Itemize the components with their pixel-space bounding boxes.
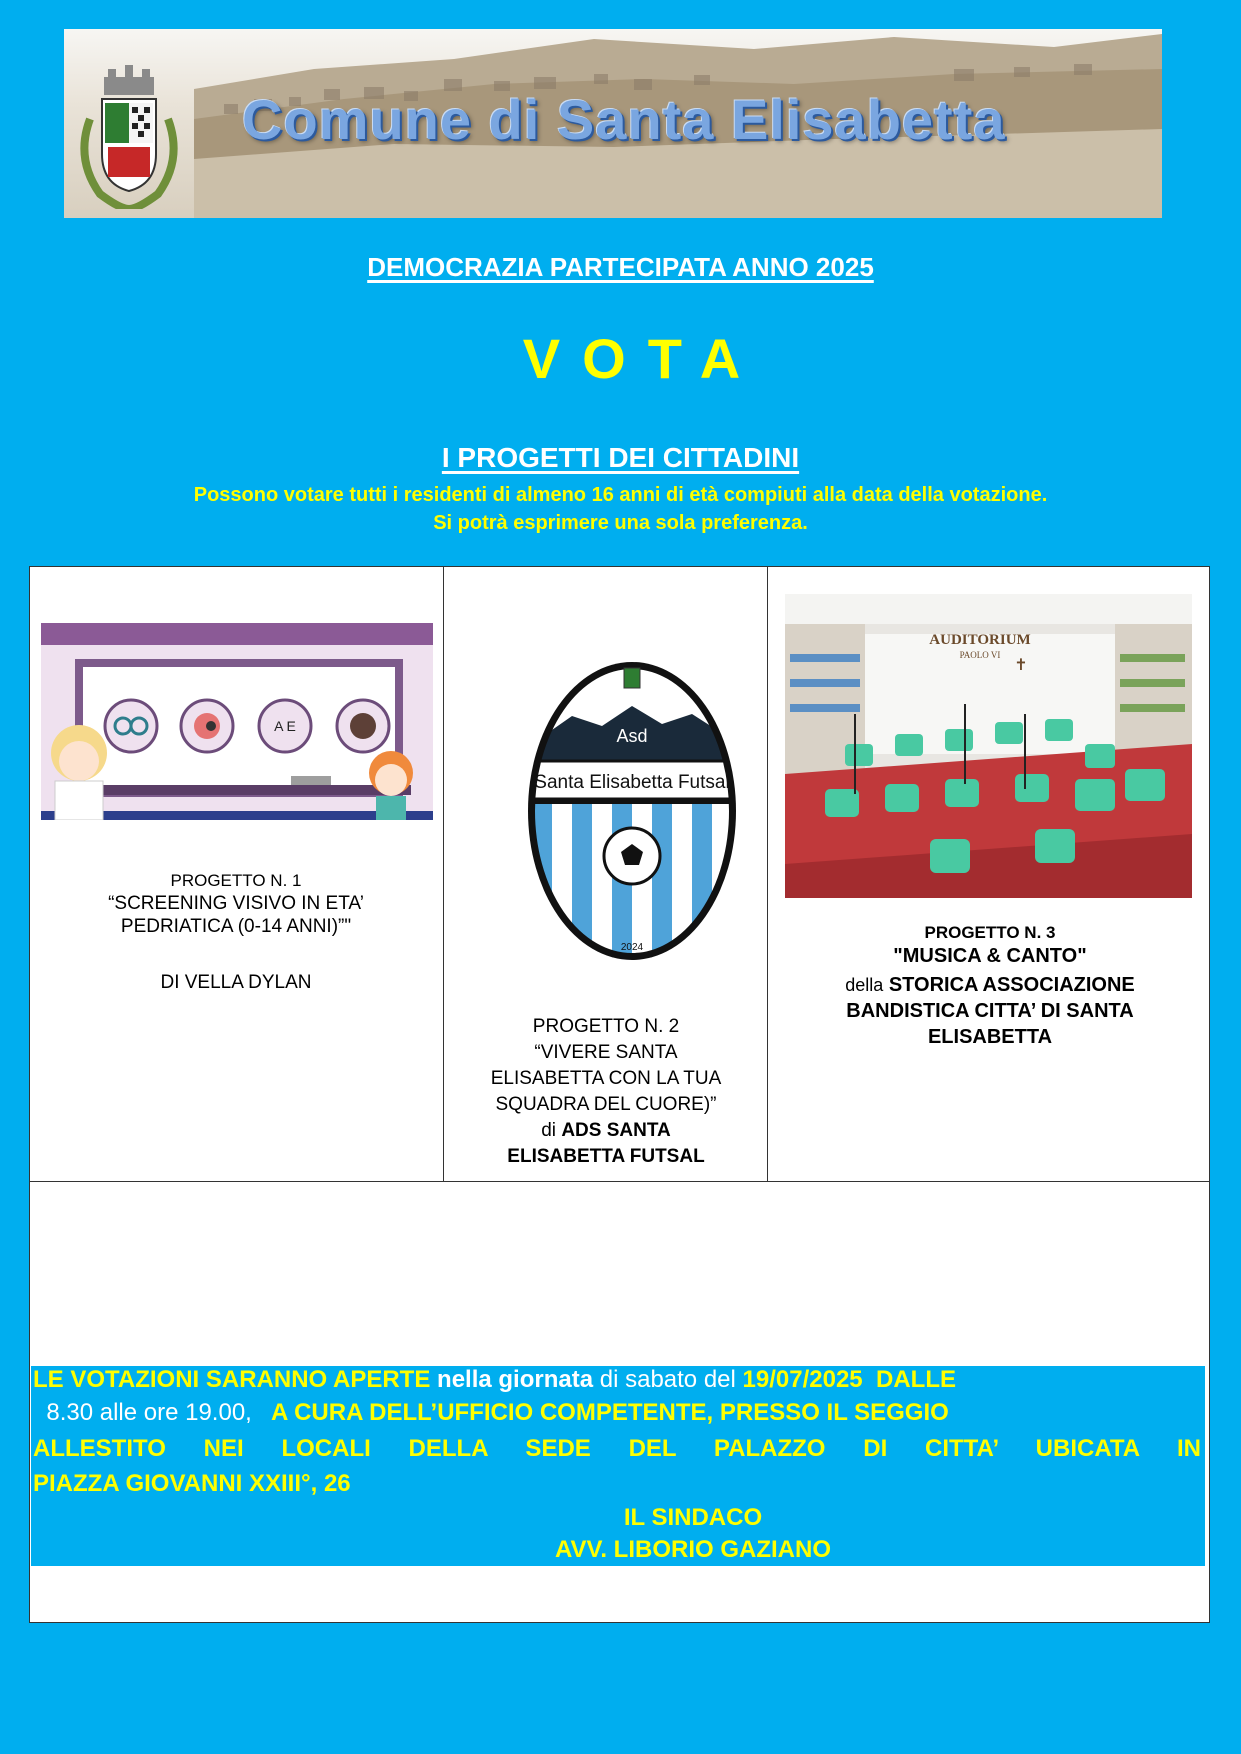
heading-democrazia: DEMOCRAZIA PARTECIPATA ANNO 2025	[367, 252, 874, 282]
eligibility-text: Possono votare tutti i residenti di almeno 16 anni di età compiuti alla data della votazione.	[193, 484, 1048, 506]
logo-asd-text: Asd	[616, 726, 648, 746]
project-2-number: PROGETTO N. 2	[532, 1016, 680, 1037]
projects-heading-text: I PROGETTI DEI CITTADINI	[441, 442, 800, 473]
table-divider	[29, 1181, 1210, 1182]
project-2-author-prefix: di	[541, 1120, 557, 1141]
preference-text: Si potrà esprimere una sola preferenza.	[433, 512, 808, 534]
notice-line-3: ALLESTITO NEI LOCALI DELLA SEDE DEL PALAZZO DI CITTA’ UBICATA IN	[33, 1435, 1201, 1462]
notice-part: nella giornata	[437, 1366, 594, 1393]
project-3-author-prefix: della	[845, 975, 884, 995]
table-divider	[767, 566, 768, 1181]
futsal-logo	[522, 656, 742, 966]
logo-band-text: Santa Elisabetta Futsal	[534, 772, 730, 793]
notice-line-4: PIAZZA GIOVANNI XXIII°, 26	[33, 1470, 351, 1497]
project-1-title-line: PEDRIATICA (0-14 ANNI)”"	[120, 916, 352, 937]
project-2-author-line: ELISABETTA FUTSAL	[507, 1146, 705, 1167]
project-2-title-line: ELISABETTA CON LA TUA	[490, 1068, 722, 1089]
page-heading	[0, 252, 1241, 283]
project-1-image	[41, 623, 433, 820]
notice-part: LE VOTAZIONI SARANNO APERTE	[33, 1366, 431, 1393]
notice-line-1	[33, 1366, 1201, 1394]
municipal-crest-icon	[70, 59, 188, 209]
notice-line-2	[33, 1399, 1201, 1427]
signature-name: AVV. LIBORIO GAZIANO	[554, 1536, 832, 1563]
table-divider	[443, 566, 444, 1181]
header-banner	[64, 29, 1162, 218]
auditorium-sign-sub: PAOLO VI	[959, 650, 1001, 660]
notice-part: 8.30 alle ore 19.00,	[46, 1399, 252, 1426]
project-2-author-name: ADS SANTA	[561, 1120, 671, 1141]
project-3-author-name: STORICA ASSOCIAZIONE	[888, 974, 1135, 996]
svg-text:✝: ✝	[1014, 657, 1028, 674]
projects-heading	[0, 442, 1241, 474]
project-3-photo	[785, 594, 1192, 898]
project-3-author-line	[770, 974, 1210, 996]
project-3-title-line: "MUSICA & CANTO"	[893, 945, 1087, 967]
logo-year-text: 2024	[620, 942, 644, 953]
signature-role: IL SINDACO	[623, 1504, 763, 1531]
vote-heading: VOTA	[522, 327, 763, 390]
banner-title: Comune di Santa Elisabetta	[242, 88, 1006, 151]
project-3-author-line: BANDISTICA CITTA’ DI SANTA	[846, 1000, 1134, 1022]
notice-part: di sabato del	[599, 1366, 736, 1393]
notice-part: 19/07/2025	[742, 1366, 863, 1393]
auditorium-sign: AUDITORIUM	[929, 632, 1031, 648]
project-2-title-line: “VIVERE SANTA	[534, 1042, 678, 1063]
project-3-number: PROGETTO N. 3	[924, 923, 1056, 942]
project-3-author-line: ELISABETTA	[927, 1026, 1053, 1048]
notice-part: DALLE	[876, 1366, 956, 1393]
project-2-author-line	[446, 1120, 766, 1142]
project-1-title-line: “SCREENING VISIVO IN ETA’	[108, 893, 364, 914]
project-1-author: DI VELLA DYLAN	[160, 972, 312, 993]
project-1-number: PROGETTO N. 1	[170, 871, 302, 890]
project-2-title-line: SQUADRA DEL CUORE)”	[495, 1094, 717, 1115]
notice-part: A CURA DELL’UFFICIO COMPETENTE, PRESSO IL SEGGIO	[270, 1399, 949, 1426]
svg-text:A E: A E	[274, 718, 296, 734]
